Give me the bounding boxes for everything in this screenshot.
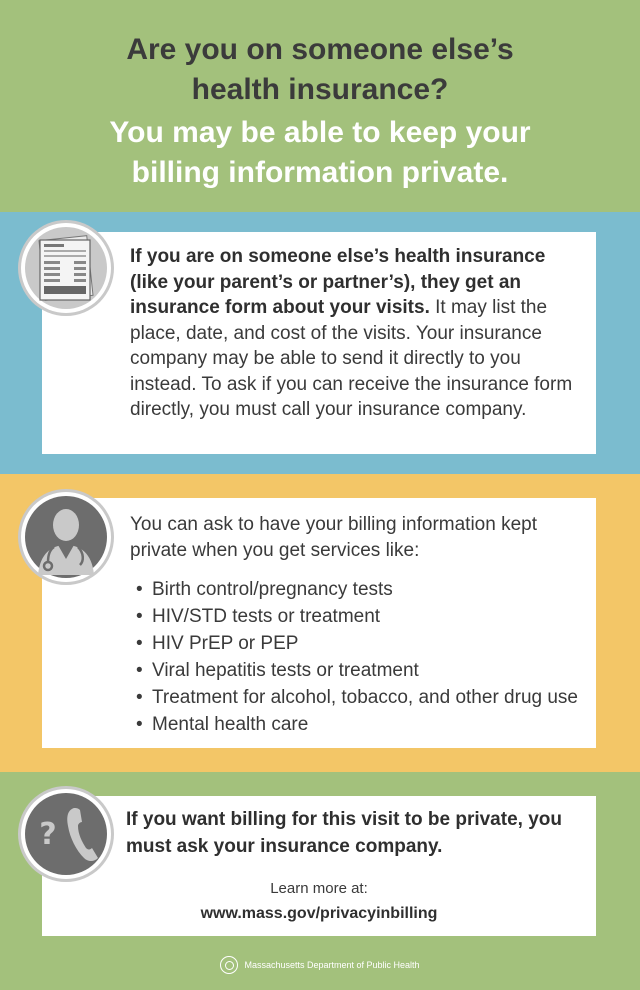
insurance-form-body-text: It may list the place, date, and cost of the visits. Your insurance company may be able to send it directly to you instead. To ask if you can receive the insurance form directly, you must call your insurance company. [130, 297, 573, 420]
insurance-form-paragraph [130, 244, 582, 423]
headline-question-line2: health insurance? [191, 73, 449, 106]
services-list [136, 576, 588, 738]
learn-more-label: Learn more at: [270, 880, 368, 897]
list-item: • Mental health care [136, 714, 309, 735]
list-item: • Treatment for alcohol, tobacco, and other drug use [136, 687, 578, 708]
footer [0, 952, 640, 978]
headline-answer-line1: You may be able to keep your [109, 116, 531, 149]
footer-organization: Massachusetts Department of Public Health [244, 960, 420, 970]
list-item: • Viral hepatitis tests or treatment [136, 660, 419, 681]
state-seal-icon [220, 956, 238, 974]
insurance-form-bold-text: If you are on someone else’s health insurance (like your parent’s or partner’s), they get an insurance form about your visits. [130, 246, 546, 318]
doctor-icon [18, 489, 114, 585]
private-billing-instruction: If you want billing for this visit to be private, you must ask your insurance company. [126, 809, 562, 857]
services-card [42, 498, 596, 748]
headline-question-line1: Are you on someone else’s [126, 33, 514, 66]
privacy-url-link[interactable]: www.mass.gov/privacyinbilling [200, 905, 438, 922]
header [0, 0, 640, 212]
list-item: • HIV/STD tests or treatment [136, 606, 381, 627]
contact-card [42, 796, 596, 936]
phone-question-icon [18, 786, 114, 882]
headline-answer-line2: billing information private. [131, 156, 509, 189]
list-item: • Birth control/pregnancy tests [136, 579, 393, 600]
services-intro: You can ask to have your billing information kept private when you get services like: [130, 514, 537, 561]
insurance-form-card [42, 232, 596, 454]
svg-text:?: ? [39, 817, 57, 852]
document-icon [18, 220, 114, 316]
list-item: • HIV PrEP or PEP [136, 633, 299, 654]
